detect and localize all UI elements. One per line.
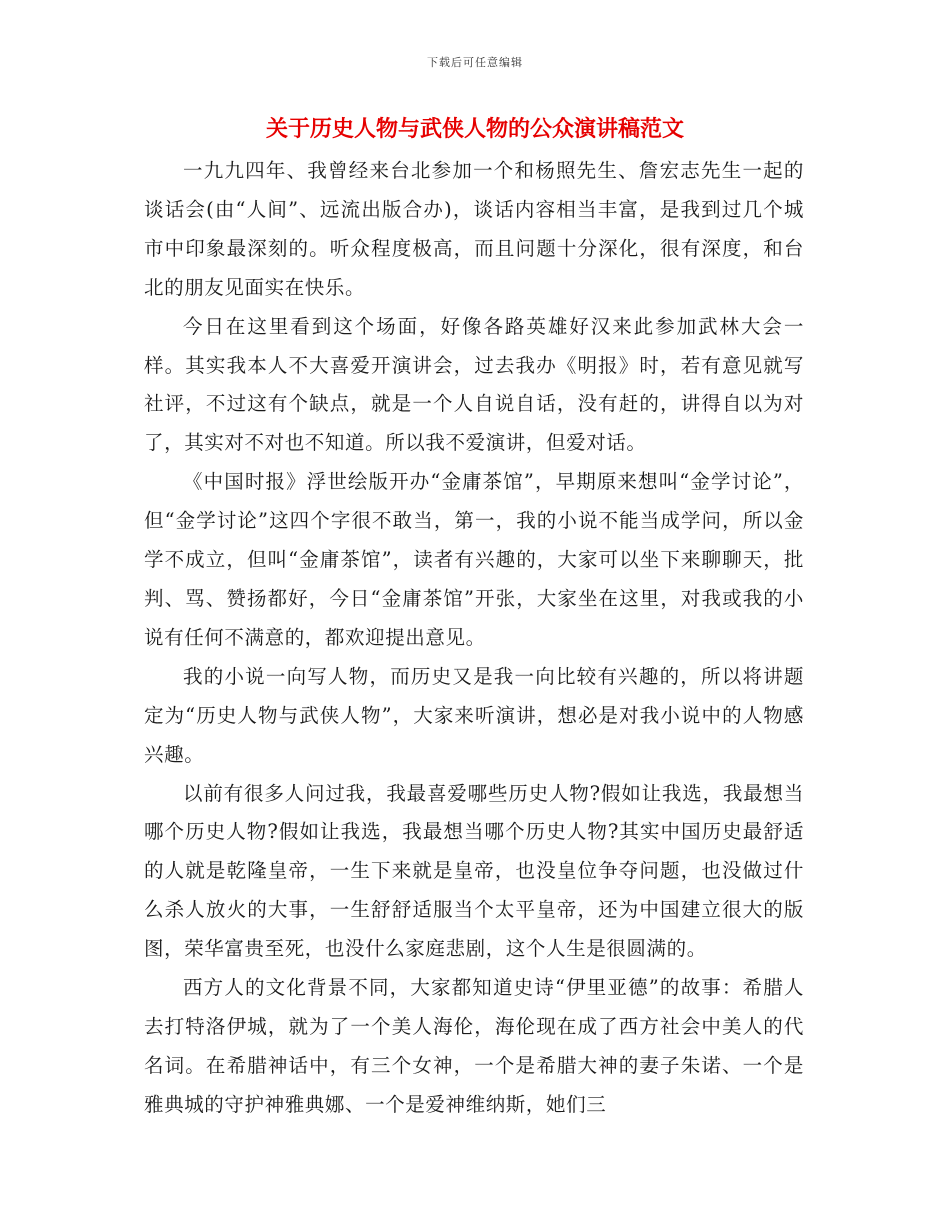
- header-note: 下载后可任意编辑: [427, 56, 523, 69]
- paragraph: 一九九四年、我曾经来台北参加一个和杨照先生、詹宏志先生一起的谈话会(由“人间”、远流出版合办)，谈话内容相当丰富，是我到过几个城市中印象最深刻的。听众程度极高，而且问题十分深化，很有深度，和台北的朋友见面实在快乐。: [144, 159, 804, 299]
- paragraph: 以前有很多人问过我，我最喜爱哪些历史人物?假如让我选，我最想当哪个历史人物?假如让我选，我最想当哪个历史人物?其实中国历史最舒适的人就是乾隆皇帝，一生下来就是皇帝，也没皇位争夺问题，也没做过什么杀人放火的大事，一生舒舒适服当个太平皇帝，还为中国建立很大的版图，荣华富贵至死，也没什么家庭悲剧，这个人生是很圆满的。: [144, 781, 804, 961]
- document-body: [144, 152, 804, 1125]
- paragraph: 《中国时报》浮世绘版开办“金庸茶馆”，早期原来想叫“金学讨论”，但“金学讨论”这四个字很不敢当，第一，我的小说不能当成学问，所以金学不成立，但叫“金庸茶馆”，读者有兴趣的，大家可以坐下来聊聊天，批判、骂、赞扬都好，今日“金庸茶馆”开张，大家坐在这里，对我或我的小说有任何不满意的，都欢迎提出意见。: [144, 470, 804, 649]
- document-title: 关于历史人物与武侠人物的公众演讲稿范文: [265, 117, 684, 142]
- paragraph: 我的小说一向写人物，而历史又是我一向比较有兴趣的，所以将讲题定为“历史人物与武侠人物”，大家来听演讲，想必是对我小说中的人物感兴趣。: [144, 664, 804, 766]
- paragraph: 今日在这里看到这个场面，好像各路英雄好汉来此参加武林大会一样。其实我本人不大喜爱开演讲会，过去我办《明报》时，若有意见就写社评，不过这有个缺点，就是一个人自说自话，没有赶的，讲得自以为对了，其实对不对也不知道。所以我不爱演讲，但爱对话。: [144, 314, 804, 455]
- paragraph: 西方人的文化背景不同，大家都知道史诗“伊里亚德”的故事：希腊人去打特洛伊城，就为了一个美人海伦，海伦现在成了西方社会中美人的代名词。在希腊神话中，有三个女神，一个是希腊大神的妻子朱诺、一个是雅典城的守护神雅典娜、一个是爱神维纳斯，她们三: [144, 976, 804, 1116]
